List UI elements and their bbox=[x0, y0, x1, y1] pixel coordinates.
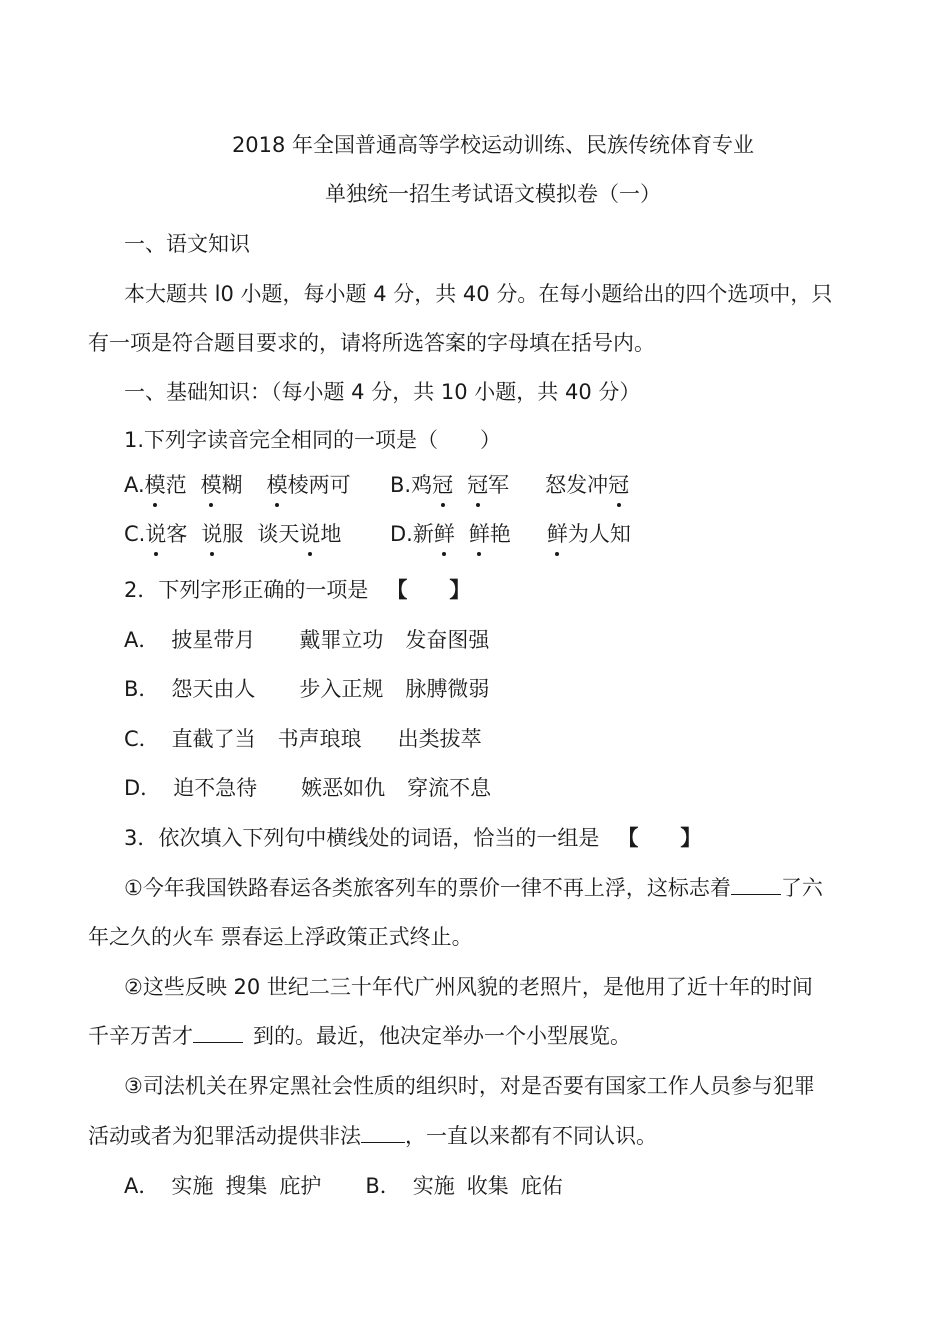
dotted-char: 说 bbox=[201, 519, 222, 549]
dotted-char: 鲜 bbox=[469, 519, 490, 549]
word-text: 实施 bbox=[171, 1174, 214, 1198]
option-label: D． bbox=[124, 776, 162, 800]
word-text: 脉膊微弱 bbox=[405, 677, 490, 701]
q1-option-a bbox=[124, 470, 351, 500]
dotted-char: 模 bbox=[267, 470, 288, 500]
q1-option-b bbox=[390, 470, 629, 500]
word-text: 鸡 bbox=[411, 473, 433, 497]
dotted-char: 说 bbox=[299, 519, 320, 549]
instructions-line-1: 本大题共 l0 小题，每小题 4 分，共 40 分。在每小题给出的四个选项中，只 bbox=[124, 282, 833, 306]
dotted-char: 模 bbox=[145, 470, 166, 500]
q1-stem: 1.下列字读音完全相同的一项是（ ） bbox=[124, 428, 502, 452]
q1-option-c bbox=[124, 519, 341, 549]
word-text: 服 bbox=[222, 522, 244, 546]
title-line-1: 2018 年全国普通高等学校运动训练、民族传统体育专业 bbox=[231, 133, 755, 157]
dotted-char: 冠 bbox=[467, 470, 488, 500]
word-text: 糊 bbox=[221, 473, 243, 497]
word-text: 披星带月 bbox=[171, 628, 256, 652]
word-text: 发奋图强 bbox=[405, 628, 490, 652]
instructions-line-2: 有一项是符合题目要求的，请将所选答案的字母填在括号内。 bbox=[88, 331, 655, 355]
word-text: 出类拔萃 bbox=[397, 727, 482, 751]
word-text: 棱两可 bbox=[287, 473, 351, 497]
option-label: B. bbox=[390, 473, 412, 497]
q2-stem bbox=[124, 575, 470, 605]
option-label: C． bbox=[124, 727, 160, 751]
word-text: 为人知 bbox=[567, 522, 631, 546]
word-text: 新 bbox=[412, 522, 434, 546]
word-text: 嫉恶如仇 bbox=[301, 776, 386, 800]
option-label: B． bbox=[124, 677, 160, 701]
dotted-char: 说 bbox=[145, 519, 166, 549]
word-text: 书声琅琅 bbox=[277, 727, 362, 751]
word-text: 搜集 bbox=[225, 1174, 268, 1198]
fill-blank-2 bbox=[193, 1022, 243, 1043]
title-line-2: 单独统一招生考试语文模拟卷（一） bbox=[325, 182, 661, 206]
option-label: B． bbox=[365, 1174, 401, 1198]
word-text: 庇护 bbox=[279, 1174, 322, 1198]
word-text: 实施 bbox=[412, 1174, 455, 1198]
fill-blank-3 bbox=[361, 1122, 405, 1143]
fill-blank-1 bbox=[731, 874, 781, 895]
word-text: 地 bbox=[320, 522, 342, 546]
q1-option-d bbox=[390, 519, 631, 549]
word-text: 直截了当 bbox=[171, 727, 256, 751]
option-label: A． bbox=[124, 1174, 160, 1198]
dotted-char: 冠 bbox=[608, 470, 629, 500]
word-text: 范 bbox=[165, 473, 187, 497]
section-heading: 一、语文知识 bbox=[124, 232, 250, 256]
sentence-text: 到的。最近，他决定举办一个小型展览。 bbox=[253, 1024, 631, 1048]
option-label: C. bbox=[124, 522, 146, 546]
word-text: 穿流不息 bbox=[407, 776, 492, 800]
dotted-char: 冠 bbox=[432, 470, 453, 500]
sentence-text: 活动或者为犯罪活动提供非法 bbox=[88, 1124, 361, 1148]
word-text: 庇佑 bbox=[520, 1174, 563, 1198]
sentence-text: ，一直以来都有不同认识。 bbox=[405, 1124, 657, 1148]
answer-bracket: 【 】 bbox=[386, 578, 471, 602]
word-text: 艳 bbox=[489, 522, 511, 546]
dotted-char: 鲜 bbox=[434, 519, 455, 549]
q3-sentence-3-line-2 bbox=[88, 1121, 657, 1151]
dotted-char: 模 bbox=[201, 470, 222, 500]
question-text: 3．依次填入下列句中横线处的词语，恰当的一组是 bbox=[124, 826, 600, 850]
word-text: 客 bbox=[166, 522, 188, 546]
q3-sentence-2-line-1: ②这些反映 20 世纪二三十年代广州风貌的老照片，是他用了近十年的时间 bbox=[124, 975, 813, 999]
q2-option-b bbox=[124, 674, 489, 704]
q3-sentence-1-line-2: 年之久的火车 票春运上浮政策正式终止。 bbox=[88, 925, 473, 949]
word-text: 迫不急待 bbox=[173, 776, 258, 800]
sentence-text: ①今年我国铁路春运各类旅客列车的票价一律不再上浮，这标志着 bbox=[124, 876, 731, 900]
q3-sentence-2-line-2 bbox=[88, 1021, 631, 1051]
q3-sentence-3-line-1: ③司法机关在界定黑社会性质的组织时，对是否要有国家工作人员参与犯罪 bbox=[124, 1074, 815, 1098]
question-text: 2．下列字形正确的一项是 bbox=[124, 578, 369, 602]
q3-sentence-1-line-1 bbox=[124, 873, 823, 903]
answer-bracket: 【 】 bbox=[617, 826, 702, 850]
q3-stem bbox=[124, 823, 701, 853]
word-text: 戴罪立功 bbox=[299, 628, 384, 652]
dotted-char: 鲜 bbox=[547, 519, 568, 549]
word-text: 收集 bbox=[466, 1174, 509, 1198]
q2-option-a bbox=[124, 625, 489, 655]
word-text: 谈天 bbox=[257, 522, 300, 546]
option-label: D. bbox=[390, 522, 413, 546]
sentence-text: 千辛万苦才 bbox=[88, 1024, 193, 1048]
basics-heading: 一、基础知识：（每小题 4 分，共 10 小题，共 40 分） bbox=[124, 380, 641, 404]
q2-option-c bbox=[124, 724, 482, 754]
word-text: 步入正规 bbox=[299, 677, 384, 701]
sentence-text: 了六 bbox=[780, 876, 823, 900]
option-label: A. bbox=[124, 473, 145, 497]
word-text: 怒发冲 bbox=[545, 473, 609, 497]
word-text: 军 bbox=[488, 473, 510, 497]
q2-option-d bbox=[124, 773, 491, 803]
q3-options bbox=[124, 1171, 563, 1201]
option-label: A． bbox=[124, 628, 160, 652]
word-text: 怨天由人 bbox=[171, 677, 256, 701]
